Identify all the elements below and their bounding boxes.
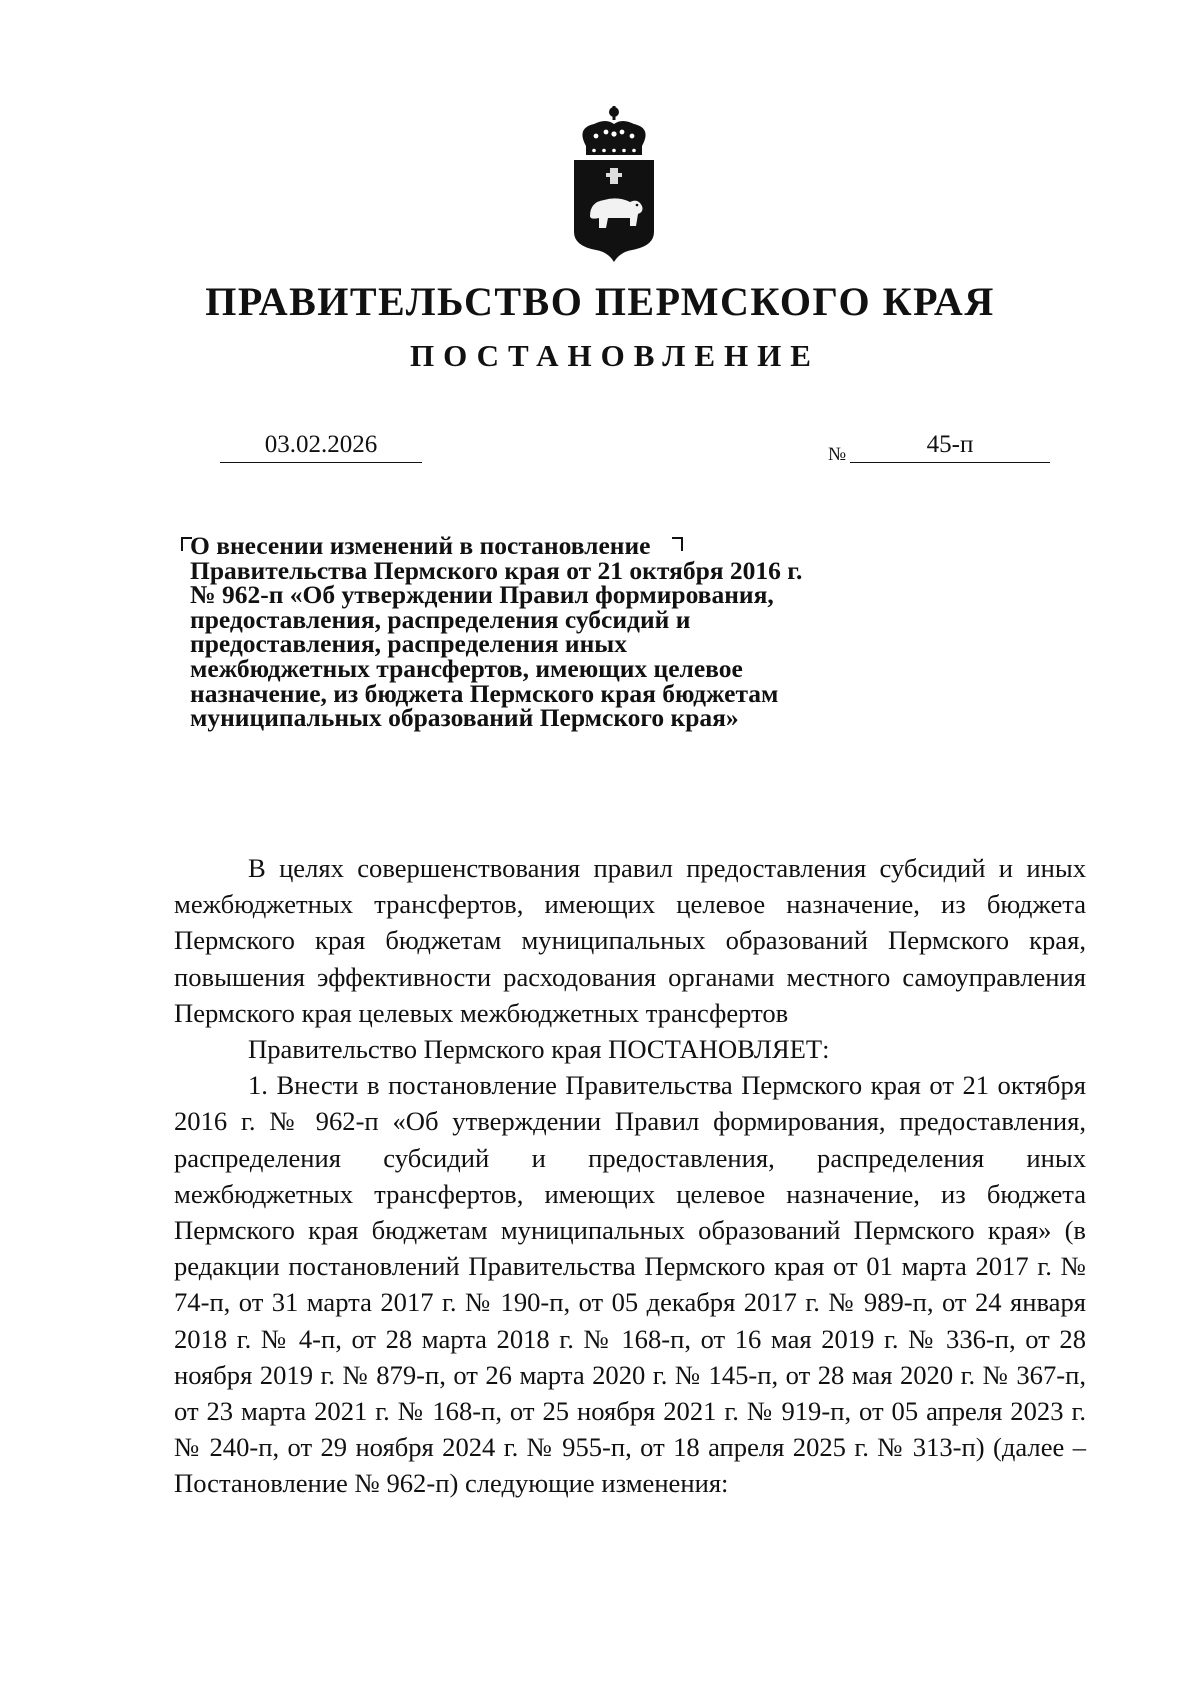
perm-krai-coat-of-arms-icon <box>566 106 662 262</box>
document-number: 45-п <box>850 430 1050 463</box>
document-type: ПОСТАНОВЛЕНИЕ <box>410 338 820 373</box>
authority-title: ПРАВИТЕЛЬСТВО ПЕРМСКОГО КРАЯ <box>205 279 995 324</box>
decree-paragraph: Правительство Пермского края ПОСТАНОВЛЯЕТ: <box>248 1034 830 1065</box>
number-label: № <box>828 444 847 465</box>
document-title: О внесении изменений в постановление Правительства Пермского края от 21 октября 2016 г. № 962-п «Об утверждении Правил формирования, предоставления, распределения субсидий и предоставления, распределения иных межбюджетных трансфертов, имеющих целевое назначение, из бюджета Пермского края бюджетам муниципальных образований Пермского края» <box>190 531 803 733</box>
document-body <box>174 850 1086 1502</box>
preamble-paragraph: В целях совершенствования правил предоставления субсидий и иных межбюджетных трансфертов, имеющих целевое назначение, из бюджета Пермского края бюджетам муниципальных образований Пермского края, повышения эффективности расходования органами местного самоуправления Пермского края целевых межбюджетных трансфертов <box>174 853 1086 1028</box>
document-date: 03.02.2026 <box>220 430 422 463</box>
item-1-paragraph: 1. Внести в постановление Правительства Пермского края от 21 октября 2016 г. № 962-п «Об утверждении Правил формирования, предоставления, распределения субсидий и предоставления, распределения иных межбюджетных трансфертов, имеющих целевое назначение, из бюджета Пермского края бюджетам муниципальных образований Пермского края» (в редакции постановлений Правительства Пермского края от 01 марта 2017 г. № 74-п, от 31 марта 2017 г. № 190-п, от 05 декабря 2017 г. № 989-п, от 24 января 2018 г. № 4-п, от 28 марта 2018 г. № 168-п, от 16 мая 2019 г. № 336-п, от 28 ноября 2019 г. № 879-п, от 26 марта 2020 г. № 145-п, от 28 мая 2020 г. № 367-п, от 23 марта 2021 г. № 168-п, от 25 ноября 2021 г. № 919-п, от 05 апреля 2023 г. № 240-п, от 29 ноября 2024 г. № 955-п, от 18 апреля 2025 г. № 313-п) (далее – Постановление № 962-п) следующие изменения: <box>174 1070 1086 1499</box>
